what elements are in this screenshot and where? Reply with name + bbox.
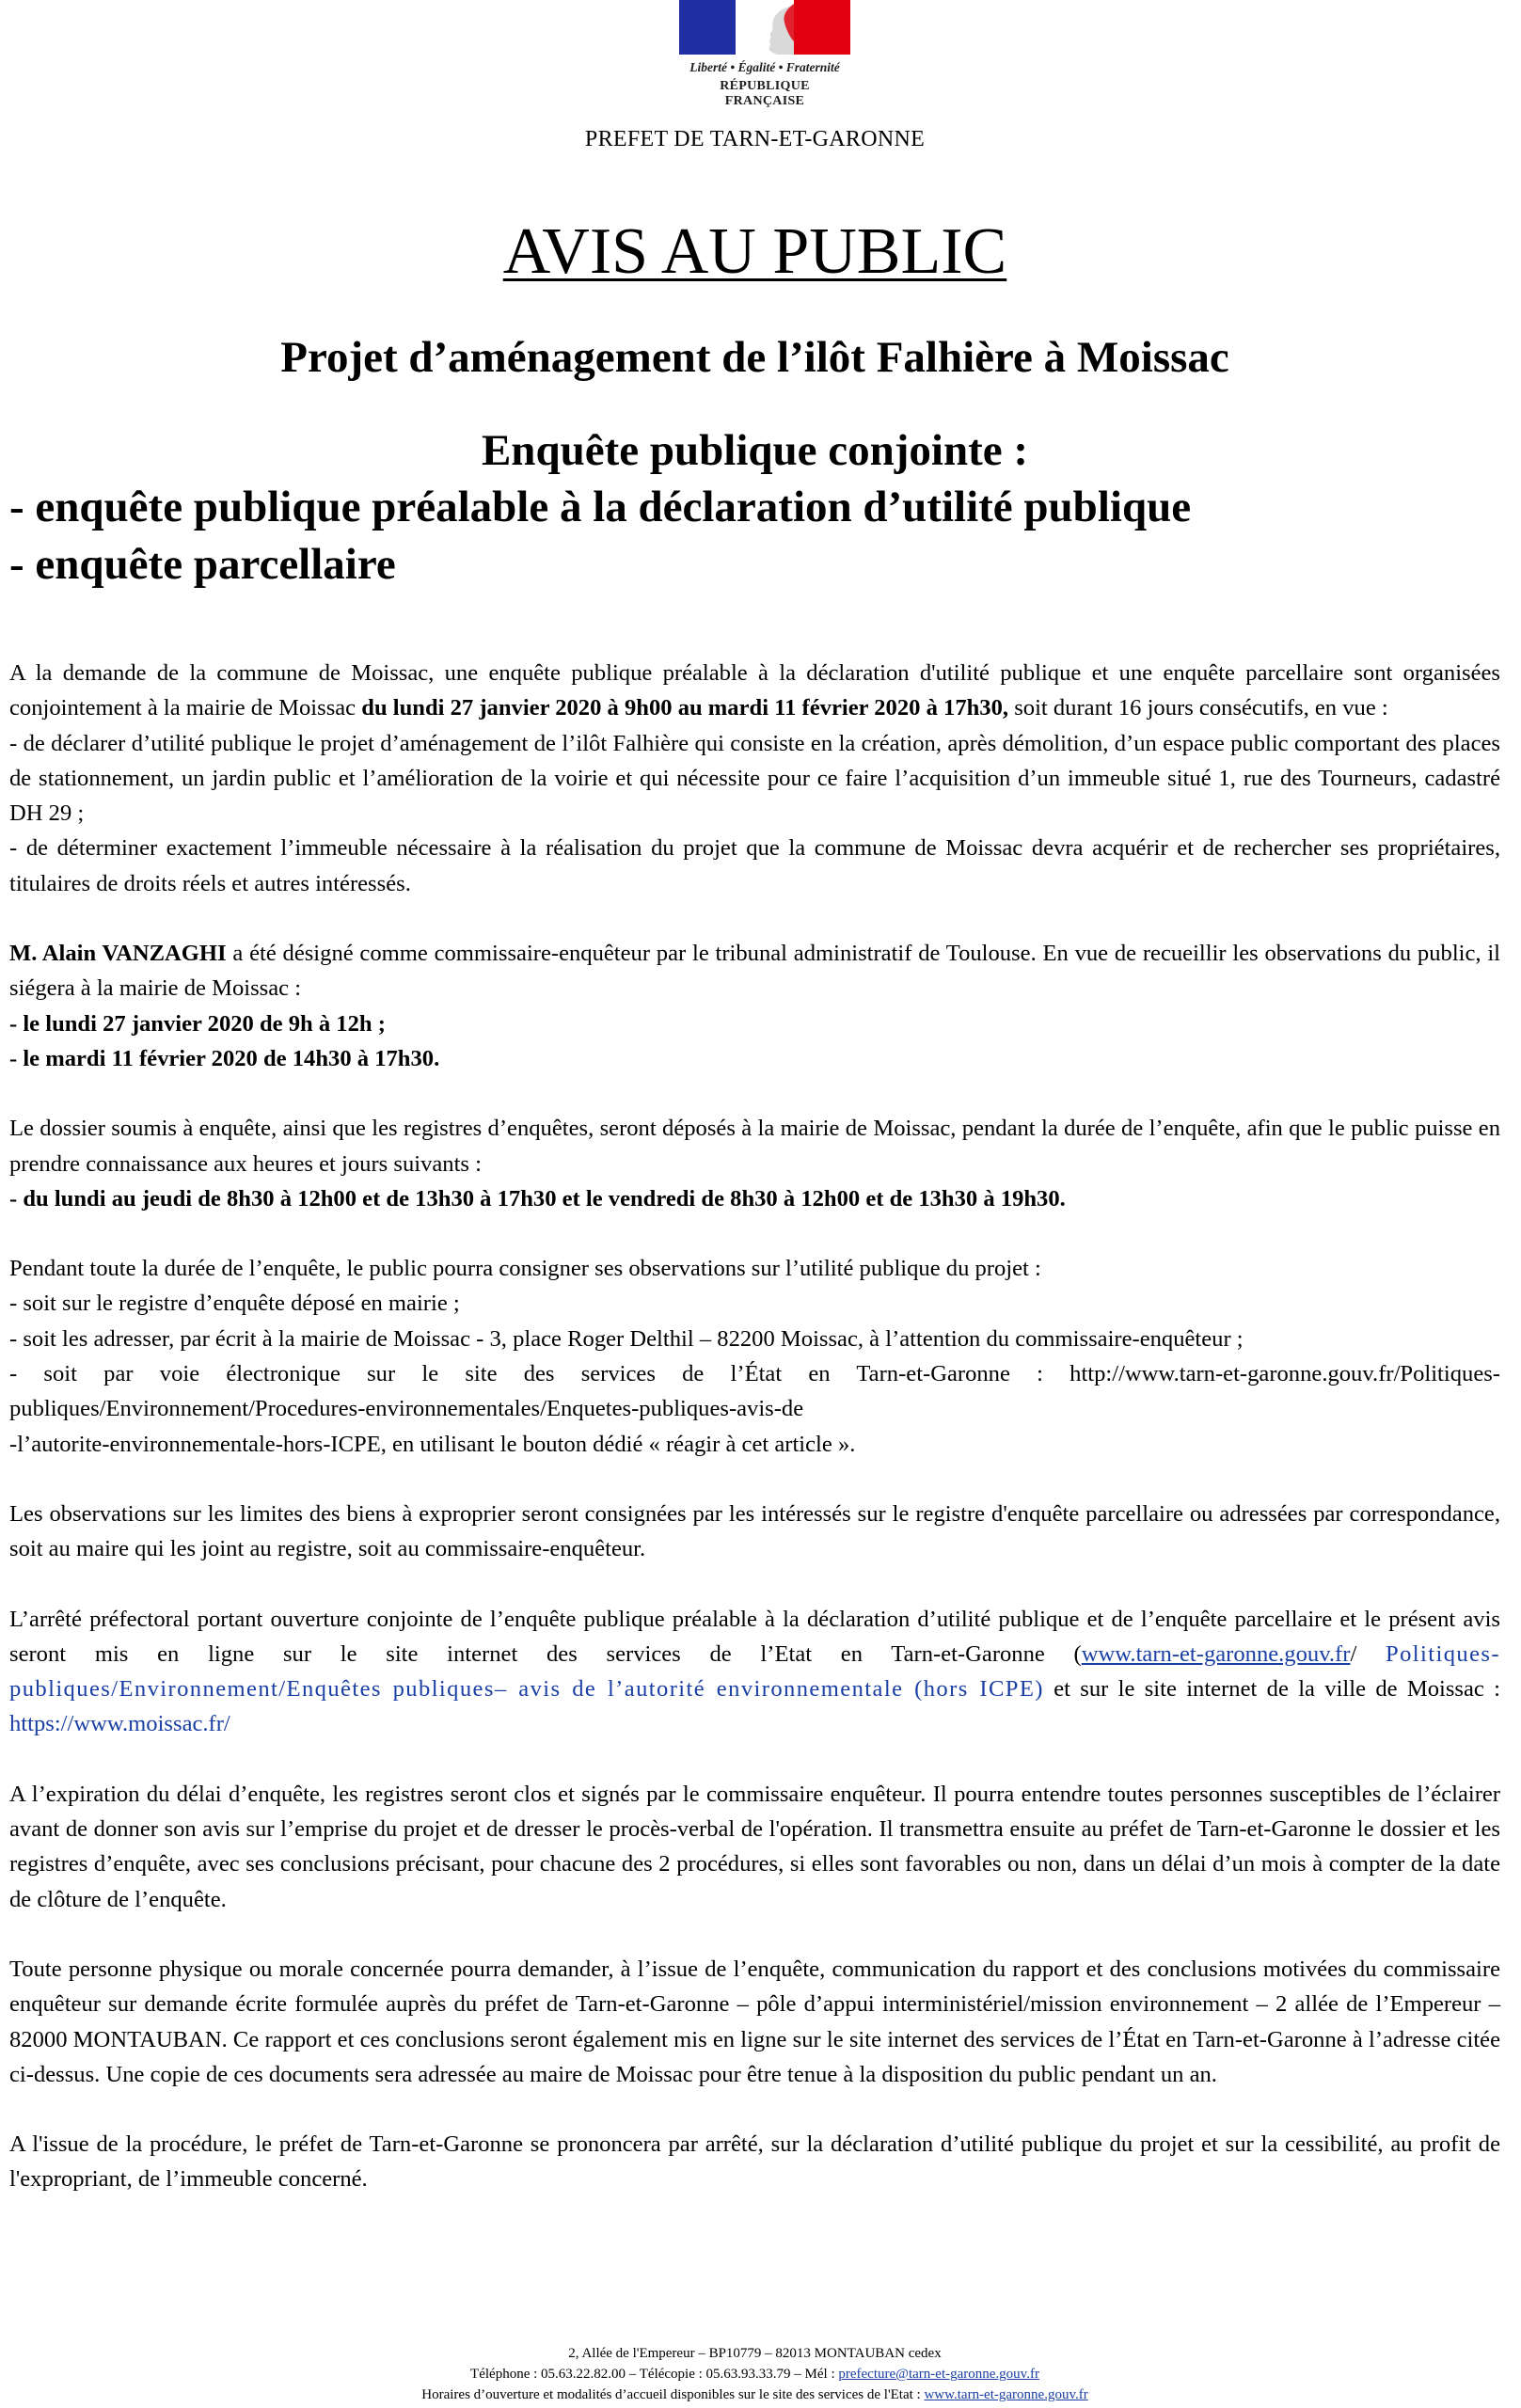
list-item: -l’autorite-environnementale-hors-ICPE, en utilisant le bouton dédié « réagir à cet article ». <box>9 1431 856 1457</box>
enquetes-publiques-link[interactable]: Politiques-publiques/Environnement/Enquêtes publiques– avis de l’autorité environnementale (hors ICPE) <box>9 1640 1500 1703</box>
paragraph-limits: Les observations sur les limites des biens à exproprier seront consignées par les intéressés sur le registre d'enquête parcellaire ou adressées par correspondance, soit au maire qui les joint au registre, soit au commissaire-enquêteur. <box>9 1500 1500 1562</box>
opening-hours: - du lundi au jeudi de 8h30 à 12h00 et de 13h30 à 17h30 et le vendredi de 8h30 à 12h00 et de 13h30 à 19h30. <box>9 1185 1066 1212</box>
prefecture-site-link[interactable]: www.tarn-et-garonne.gouv.fr <box>1081 1640 1351 1667</box>
project-subtitle: Projet d’aménagement de l’ilôt Falhière à Moissac <box>280 333 1229 382</box>
page-footer <box>9 2343 1500 2405</box>
enquete-heading: Enquête publique conjointe : <box>481 426 1029 475</box>
republic-motto: Liberté • Égalité • Fraternité <box>689 60 840 74</box>
paragraph-dossier <box>9 1111 1500 1216</box>
footer-address: 2, Allée de l'Empereur – BP10779 – 82013 MONTAUBAN cedex <box>568 2346 942 2361</box>
page-title: AVIS AU PUBLIC <box>502 215 1007 288</box>
paragraph-commissioner <box>9 936 1500 1076</box>
footer-site-link[interactable]: www.tarn-et-garonne.gouv.fr <box>924 2387 1088 2402</box>
marianne-logo <box>679 0 850 108</box>
tricolor-flag-icon <box>679 0 850 55</box>
arrete-text-end: et sur le site internet de la ville de Moissac : <box>1043 1676 1500 1703</box>
footer-phone: Téléphone : 05.63.22.82.00 – Télécopie : 05.63.93.33.79 – Mél : <box>470 2367 839 2382</box>
paragraph-expiration: A l’expiration du délai d’enquête, les registres seront clos et signés par le commissaire enquêteur. Il pourra entendre toutes personnes susceptibles de l’éclairer avant de donner son avis sur l’emprise du projet et de dresser le procès-verbal de l'opération. Il transmettra ensuite au préfet de Tarn-et-Garonne le dossier et les registres d’enquête, avec ses conclusions précisant, pour chacune des 2 procédures, si elles sont favorables ou non, dans un délai d’un mois à compter de la date de clôture de l’enquête. <box>9 1781 1500 1912</box>
republic-name: RÉPUBLIQUE FRANÇAISE <box>720 79 810 108</box>
footer-contact <box>9 2364 1500 2384</box>
paragraph-intro <box>9 656 1500 901</box>
commissioner-name: M. Alain VANZAGHI <box>9 941 227 967</box>
paragraph-arrete <box>9 1602 1500 1742</box>
dossier-text: Le dossier soumis à enquête, ainsi que les registres d’enquêtes, seront déposés à la mairie de Moissac, pendant la durée de l’enquête, afin que le public puisse en prendre connaissance aux heures et jours suivants : <box>9 1116 1500 1177</box>
footer-email-link[interactable]: prefecture@tarn-et-garonne.gouv.fr <box>838 2367 1039 2382</box>
list-item: - de déterminer exactement l’immeuble nécessaire à la réalisation du projet que la commune de Moissac devra acquérir et de rechercher ses propriétaires, titulaires de droits réels et autres intéressés. <box>9 835 1500 896</box>
slash-separator: / <box>1350 1640 1386 1667</box>
enquete-item: - enquête publique préalable à la déclaration d’utilité publique <box>9 483 1192 531</box>
prefet-header: PREFET DE TARN-ET-GARONNE <box>584 127 926 151</box>
notice-body <box>9 656 1500 2197</box>
intro-text-end: soit durant 16 jours consécutifs, en vue : <box>1008 695 1388 721</box>
enquete-item: - enquête parcellaire <box>9 540 396 589</box>
session-date: - le lundi 27 janvier 2020 de 9h à 12h ; <box>9 1010 386 1037</box>
arrete-text: L’arrêté préfectoral portant ouverture conjointe de l’enquête publique préalable à la déclaration d’utilité publique et de l’enquête parcellaire et le présent avis seront mis en ligne sur le site internet des services de l’Etat en Tarn-et-Garonne ( <box>9 1606 1500 1667</box>
commissioner-text: a été désigné comme commissaire-enquêteur par le tribunal administratif de Toulouse. En vue de recueillir les observations du public, il siégera à la mairie de Moissac : <box>9 941 1500 1002</box>
intro-dates: du lundi 27 janvier 2020 à 9h00 au mardi 11 février 2020 à 17h30, <box>361 695 1009 721</box>
observations-intro: Pendant toute la durée de l’enquête, le public pourra consigner ses observations sur l’utilité publique du projet : <box>9 1256 1041 1282</box>
list-item: - soit sur le registre d’enquête déposé en mairie ; <box>9 1291 460 1317</box>
list-item: - soit les adresser, par écrit à la mairie de Moissac - 3, place Roger Delthil – 82200 Moissac, à l’attention du commissaire-enquêteur ; <box>9 1325 1244 1352</box>
paragraph-communication: Toute personne physique ou morale concernée pourra demander, à l’issue de l’enquête, communication du rapport et des conclusions motivées du commissaire enquêteur sur demande écrite formulée auprès du préfet de Tarn-et-Garonne – pôle d’appui interministériel/mission environnement – 2 allée de l’Empereur – 82000 MONTAUBAN. Ce rapport et ces conclusions seront également mis en ligne sur le site internet des services de l’État en Tarn-et-Garonne à l’adresse citée ci-dessus. Une copie de ces documents sera adressée au maire de Moissac pour être tenue à la disposition du public pendant un an. <box>9 1956 1500 2087</box>
paragraph-observations <box>9 1251 1500 1462</box>
marianne-profile-icon <box>736 0 794 55</box>
footer-hours <box>9 2384 1500 2405</box>
session-date: - le mardi 11 février 2020 de 14h30 à 17h30. <box>9 1045 440 1071</box>
list-item: - soit par voie électronique sur le site des services de l’État en Tarn-et-Garonne : http://www.tarn-et-garonne.gouv.fr/Politiques-publiques/Environnement/Procedures-environnementales/Enquetes-publiques-avis-de <box>9 1361 1500 1422</box>
moissac-site-link[interactable]: https://www.moissac.fr/ <box>9 1711 230 1737</box>
intro-text: A la demande de la commune de Moissac, une enquête publique préalable à la déclaration d'utilité publique et une enquête parcellaire sont organisées conjointement à la mairie de Moissac <box>9 660 1500 721</box>
paragraph-conclusion: A l'issue de la procédure, le préfet de Tarn-et-Garonne se prononcera par arrêté, sur la déclaration d’utilité publique du projet et sur la cessibilité, au profit de l'expropriant, de l’immeuble concerné. <box>9 2131 1500 2193</box>
footer-hours-text: Horaires d’ouverture et modalités d’accueil disponibles sur le site des services de l'Etat : <box>421 2387 925 2402</box>
list-item: - de déclarer d’utilité publique le projet d’aménagement de l’ilôt Falhière qui consiste en la création, après démolition, d’un espace public comportant des places de stationnement, un jardin public et l’amélioration de la voirie et qui nécessite pour ce faire l’acquisition d’un immeuble situé 1, rue des Tourneurs, cadastré DH 29 ; <box>9 730 1500 827</box>
